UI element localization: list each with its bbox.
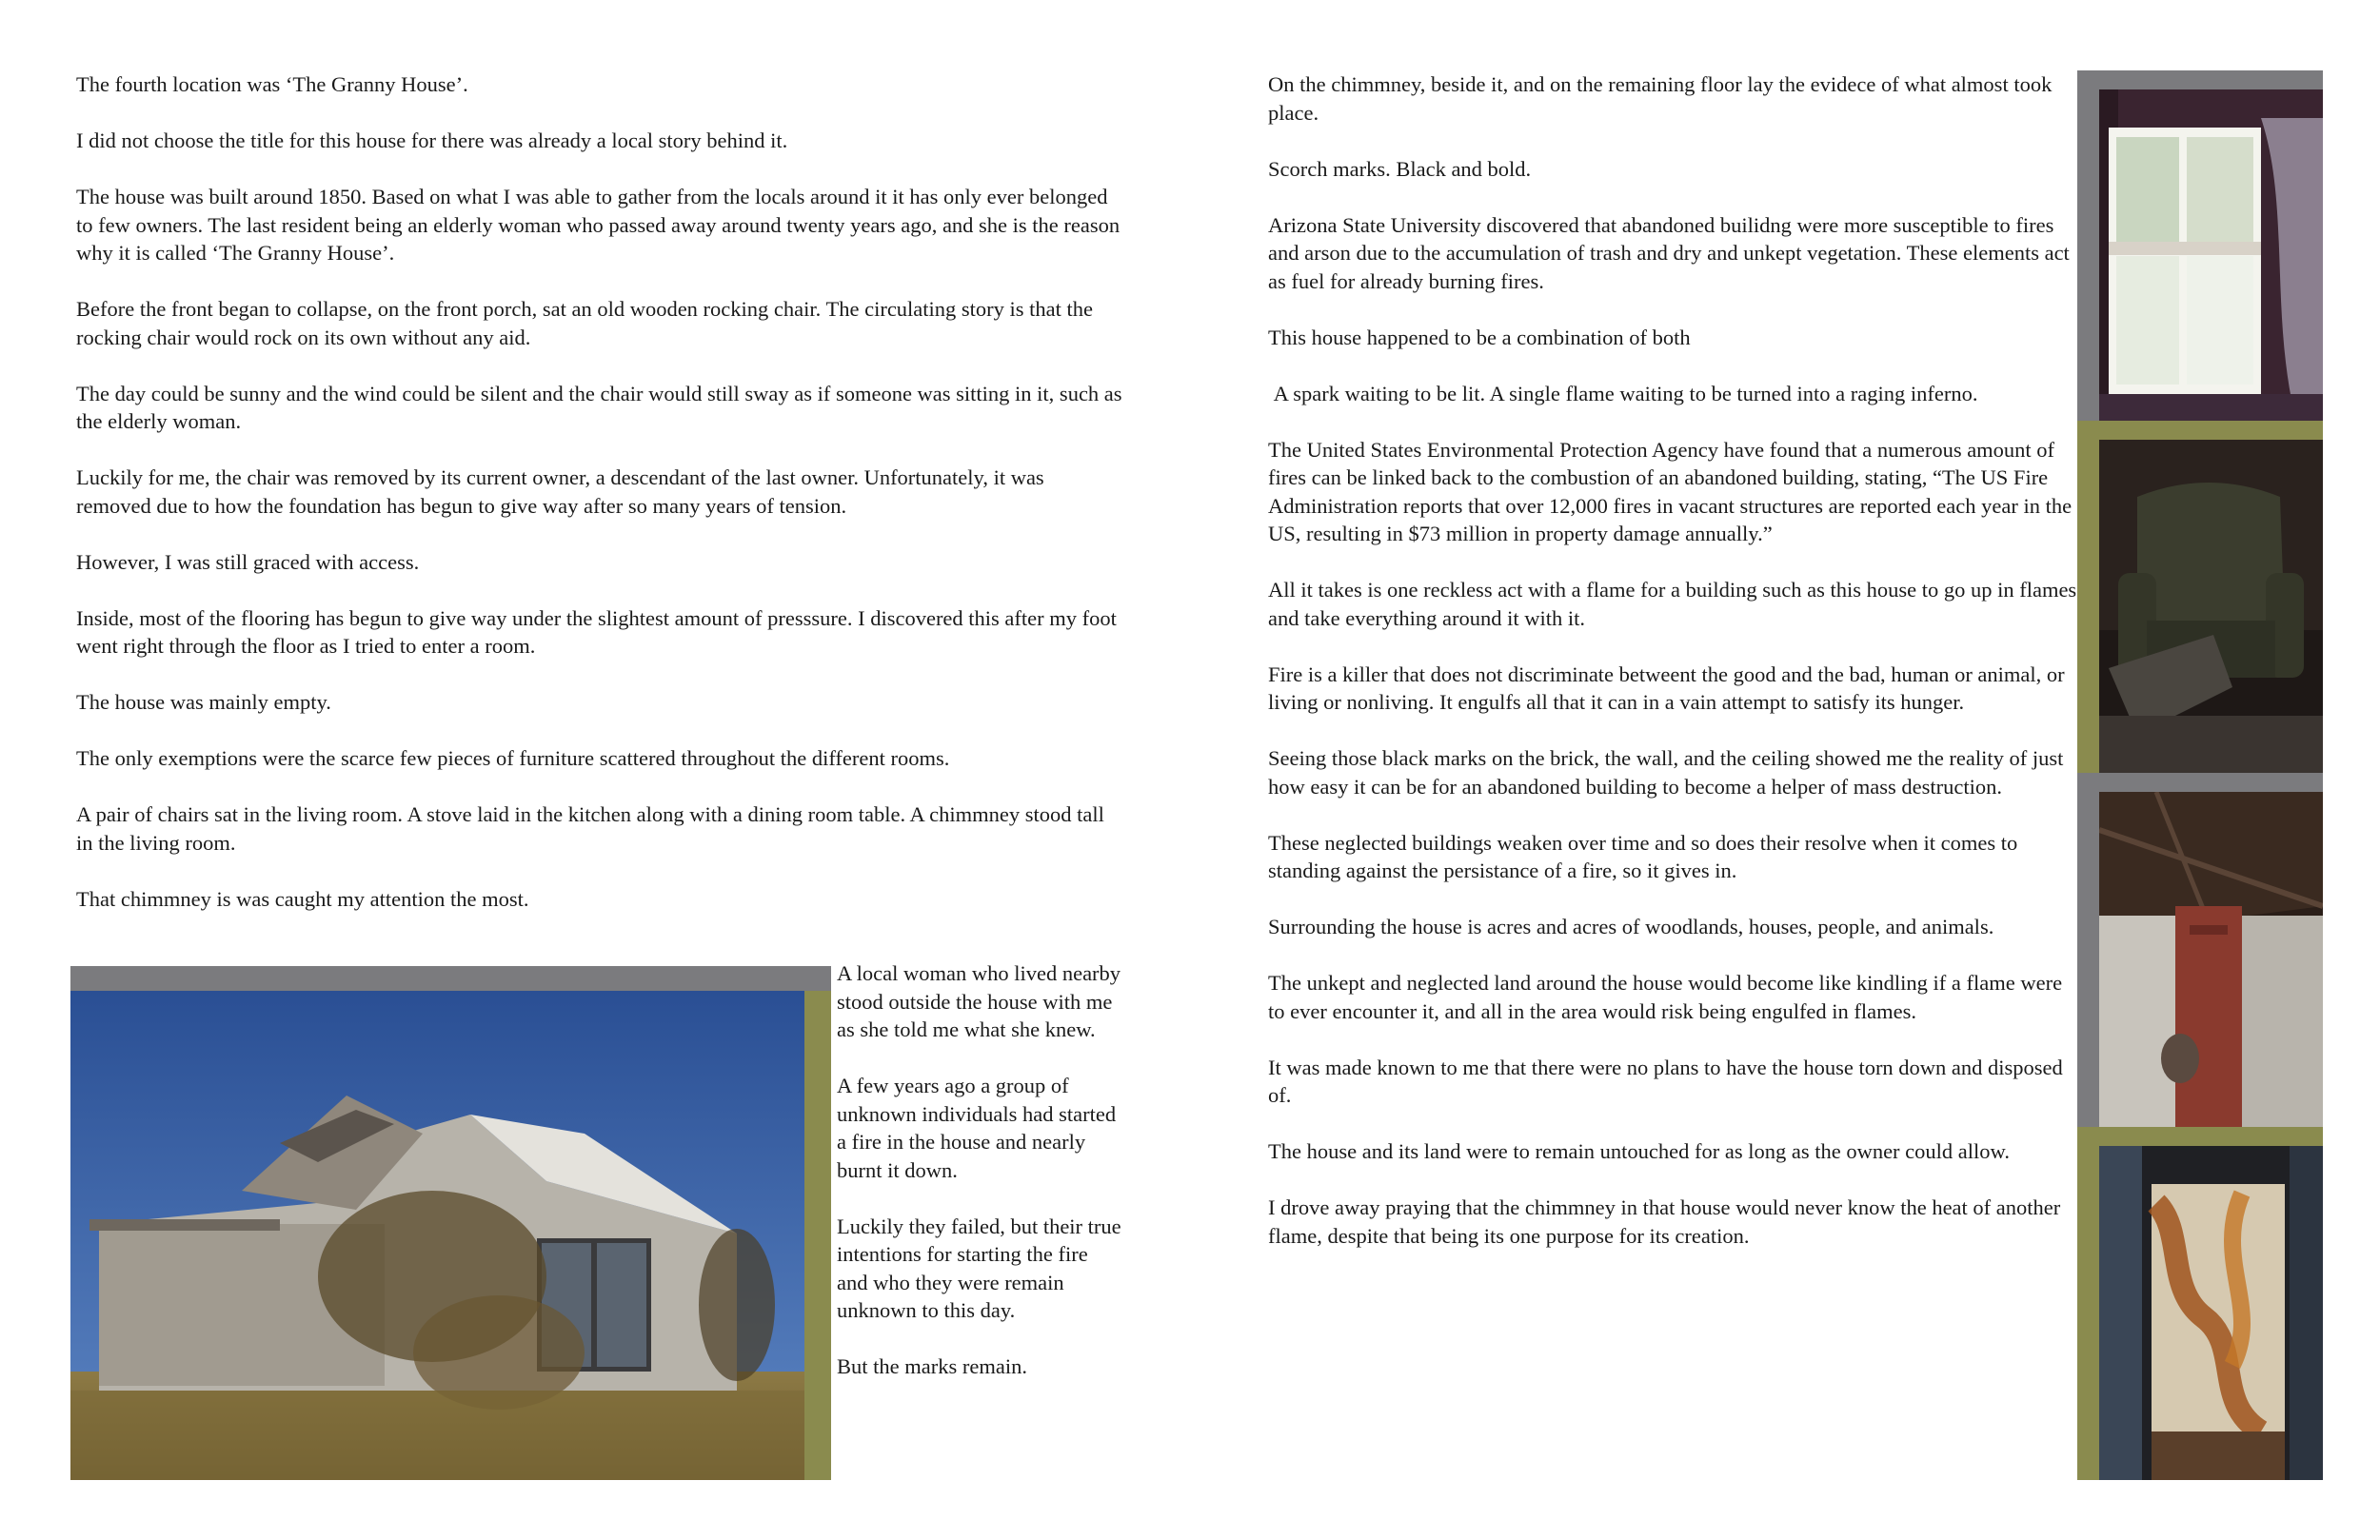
paragraph: A pair of chairs sat in the living room. A stove laid in the kitchen along with a dining room table. A chimmney stood tall in the living room.: [76, 802, 1110, 855]
paragraph: Luckily they failed, but their true intentions for starting the fire and who they were remain unknown to this day.: [837, 1214, 1121, 1322]
paragraph: The only exemptions were the scarce few pieces of furniture scattered throughout the different rooms.: [76, 746, 950, 770]
paragraph: A local woman who lived nearby stood outside the house with me as she told me what she knew.: [837, 961, 1121, 1041]
paragraph: The day could be sunny and the wind could be silent and the chair would still sway as if someone was sitting in it, such as the elderly woman.: [76, 381, 1128, 433]
paragraph: But the marks remain.: [837, 1354, 1027, 1378]
paragraph: On the chimmney, beside it, and on the remaining floor lay the evidece of what almost took place.: [1268, 72, 2057, 125]
paragraph: All it takes is one reckless act with a flame for a building such as this house to go up in flames and take everything around it with it.: [1268, 578, 2077, 630]
paragraph: Inside, most of the flooring has begun to give way under the slightest amount of presssure. I discovered this after my foot went right through the floor as I tried to enter a room.: [76, 605, 1122, 658]
right-text-column: [1268, 70, 2077, 1278]
paragraph: The house was built around 1850. Based on what I was able to gather from the locals around it it has only ever belonged to few owners. The last resident being an elderly woman who passed away around twenty years ago, and she is the reason why it is called ‘The Granny House’.: [76, 185, 1125, 265]
house-photo: [70, 991, 804, 1480]
paragraph: I did not choose the title for this house for there was already a local story behind it.: [76, 128, 788, 152]
paragraph: Scorch marks. Black and bold.: [1268, 156, 1532, 181]
side-text-column: [837, 959, 1122, 1409]
paragraph: These neglected buildings weaken over time and so does their resolve when it comes to standing against the persistance of a fire, so it gives in.: [1268, 830, 2023, 882]
paragraph: It was made known to me that there were no plans to have the house torn down and disposed of.: [1268, 1055, 2069, 1107]
chimney-photo: [2099, 792, 2323, 1127]
photo-frame-side: [804, 991, 831, 1480]
paragraph: Luckily for me, the chair was removed by its current owner, a descendant of the last owner. Unfortunately, it was removed due to how the foundation has begun to give way after so many years of tension.: [76, 465, 1050, 518]
paragraph: The United States Environmental Protection Agency have found that a numerous amount of fires can be linked back to the combustion of an abandoned building, stating, “The US Fire Administration reports that over 12,000 fires in vacant structures are reported each year in the US, resulting in $73 million in property damage annually.”: [1268, 437, 2077, 545]
left-text-column: [76, 70, 1128, 941]
paragraph: A spark waiting to be lit. A single flame waiting to be turned into a raging inferno.: [1268, 381, 1978, 405]
paragraph: Before the front began to collapse, on the front porch, sat an old wooden rocking chair. The circulating story is that the rocking chair would rock on its own without any aid.: [76, 297, 1099, 349]
paragraph: The fourth location was ‘The Granny House’.: [76, 72, 468, 96]
paragraph: The house was mainly empty.: [76, 690, 331, 714]
paragraph: Arizona State University discovered that abandoned builidng were more susceptible to fires and arson due to the accumulation of trash and dry and unkept vegetation. These elements act as fuel for already burning fires.: [1268, 212, 2075, 293]
paragraph: That chimmney is was caught my attention the most.: [76, 886, 529, 911]
paragraph: I drove away praying that the chimmney in that house would never know the heat of another flame, despite that being its one purpose for its creation.: [1268, 1195, 2066, 1248]
chair-photo: [2099, 440, 2323, 773]
paragraph: A few years ago a group of unknown individuals had started a fire in the house and nearly burnt it down.: [837, 1074, 1117, 1182]
paragraph: However, I was still graced with access.: [76, 549, 420, 574]
paragraph: The house and its land were to remain untouched for as long as the owner could allow.: [1268, 1139, 2010, 1163]
paragraph: Seeing those black marks on the brick, the wall, and the ceiling showed me the reality of just how easy it can be for an abandoned building to become a helper of mass destruction.: [1268, 746, 2070, 799]
photo-frame-top: [70, 966, 831, 991]
paragraph: The unkept and neglected land around the house would become like kindling if a flame were to ever encounter it, and all in the area would risk being engulfed in flames.: [1268, 971, 2068, 1023]
curtain-photo: [2099, 1146, 2323, 1480]
window-photo: [2099, 89, 2323, 421]
paragraph: This house happened to be a combination of both: [1268, 325, 1691, 349]
paragraph: Surrounding the house is acres and acres of woodlands, houses, people, and animals.: [1268, 915, 1994, 938]
paragraph: Fire is a killer that does not discriminate betweent the good and the bad, human or animal, or living or nonliving. It engulfs all that it can in a vain attempt to satisfy its hunger.: [1268, 661, 2071, 714]
